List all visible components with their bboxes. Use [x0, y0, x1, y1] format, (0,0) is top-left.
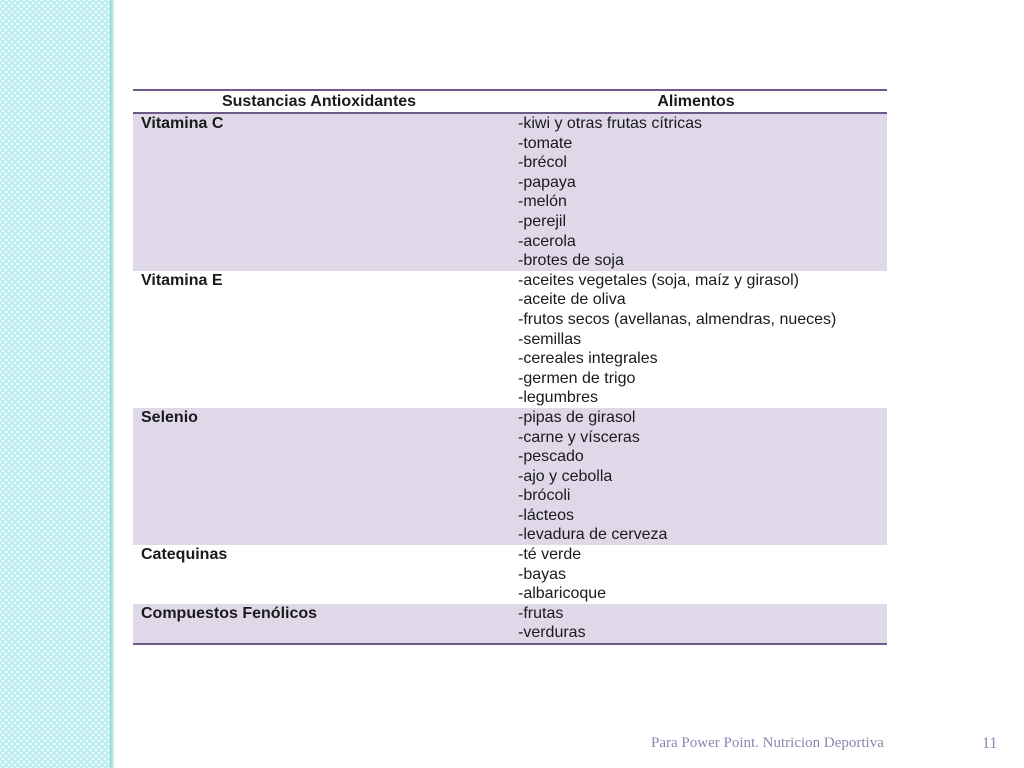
substance-cell: Vitamina E — [141, 271, 223, 289]
food-item: -legumbres — [518, 389, 599, 407]
substance-cell: Catequinas — [141, 546, 228, 564]
food-item: -brotes de soja — [518, 252, 624, 270]
header-foods: Alimentos — [505, 90, 887, 113]
food-item: -kiwi y otras frutas cítricas — [518, 115, 703, 132]
food-item: -cereales integrales — [518, 350, 658, 368]
food-item: -té verde — [518, 546, 582, 564]
food-item: -brócoli — [518, 487, 571, 505]
food-item: -bayas — [518, 565, 567, 583]
food-item: -aceites vegetales (soja, maíz y girasol) — [518, 271, 799, 289]
foods-cell — [505, 113, 887, 271]
food-item: -levadura de cerveza — [518, 526, 668, 544]
food-item: -brécol — [518, 154, 567, 172]
food-item: -melón — [518, 193, 567, 211]
food-item: -albaricoque — [518, 585, 607, 603]
foods-cell — [505, 408, 887, 545]
foods-cell — [505, 545, 887, 604]
footer-title: Para Power Point. Nutricion Deportiva — [651, 735, 884, 751]
food-item: -germen de trigo — [518, 369, 636, 387]
food-item: -perejil — [518, 212, 567, 230]
food-item: -tomate — [518, 134, 573, 152]
food-item: -aceite de oliva — [518, 291, 626, 309]
side-pattern-edge — [110, 0, 114, 768]
table-header-row — [133, 90, 887, 113]
decorative-side-pattern — [0, 0, 110, 768]
food-item: -carne y vísceras — [518, 428, 640, 446]
table-row-compuestos-fenolicos — [133, 604, 887, 644]
table-row-vitamina-c — [133, 113, 887, 271]
substance-cell: Selenio — [133, 408, 505, 545]
header-substances: Sustancias Antioxidantes — [133, 90, 505, 113]
page-number: 11 — [982, 735, 998, 752]
food-item: -verduras — [518, 624, 586, 642]
food-item: -lácteos — [518, 506, 575, 524]
substance-cell: Compuestos Fenólicos — [133, 604, 505, 644]
food-item: -frutas — [518, 604, 564, 622]
food-item: -pescado — [518, 448, 584, 466]
table-row-catequinas — [133, 545, 887, 604]
table-row-selenio — [133, 408, 887, 545]
food-item: -semillas — [518, 330, 582, 348]
food-item: -pipas de girasol — [518, 408, 636, 426]
food-item: -papaya — [518, 173, 576, 191]
substance-cell: Vitamina C — [133, 113, 505, 271]
food-item: -acerola — [518, 232, 576, 250]
foods-cell — [505, 604, 887, 644]
food-item: -frutos secos (avellanas, almendras, nueces) — [518, 310, 837, 328]
food-item: -ajo y cebolla — [518, 467, 613, 485]
foods-cell — [505, 271, 887, 408]
table-row-vitamina-e — [133, 271, 887, 408]
antioxidants-table — [133, 89, 887, 645]
